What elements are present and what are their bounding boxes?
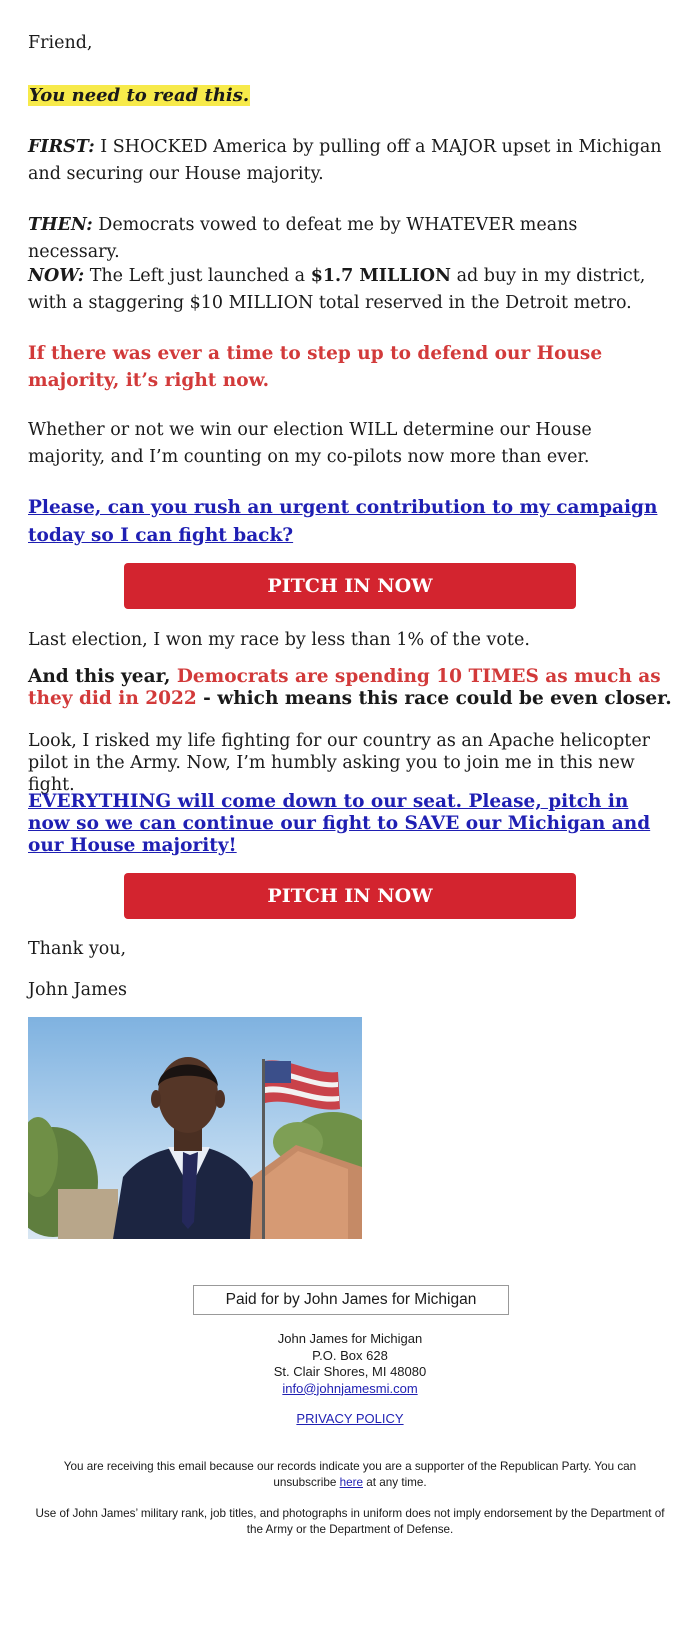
first-text: I SHOCKED America by pulling off a MAJOR upset in Michigan and securing our House majority.	[28, 137, 662, 184]
candidate-photo	[28, 1017, 362, 1239]
first-paragraph	[28, 134, 668, 188]
everything-link-line	[28, 791, 658, 857]
this-year-a: And this year,	[28, 666, 177, 687]
footer-address	[0, 1331, 700, 1397]
pitch-in-button-2[interactable]: PITCH IN NOW	[124, 873, 576, 919]
unsubscribe-link[interactable]: here	[339, 1475, 363, 1489]
footer-receiving	[60, 1459, 640, 1490]
then-label: THEN:	[28, 215, 93, 235]
receiving-text-a: You are receiving this email because our records indicate you are a supporter of the Republican Party. You can unsubscribe	[63, 1460, 637, 1489]
footer-org: John James for Michigan	[277, 1331, 423, 1346]
footer-privacy	[0, 1411, 700, 1428]
thanks: Thank you,	[28, 939, 127, 959]
then-paragraph	[28, 212, 672, 266]
highlight-text: You need to read this.	[29, 85, 250, 106]
this-year-red: Democrats are spending 10 TIMES as much as they did in 2022	[28, 666, 661, 709]
greeting: Friend,	[28, 33, 93, 53]
now-text-b: ad buy in my district, with a staggering $10 MILLION total reserved in the Detroit metro.	[28, 266, 646, 313]
contribution-link[interactable]: Please, can you rush an urgent contribution to my campaign today so I can fight back?	[28, 497, 658, 546]
now-label: NOW:	[28, 266, 85, 286]
then-text: Democrats vowed to defeat me by WHATEVER means necessary.	[28, 215, 578, 262]
last-election: Last election, I won my race by less than 1% of the vote.	[28, 630, 530, 650]
candidate-photo-image	[28, 1017, 362, 1239]
red-callout: If there was ever a time to step up to defend our House majority, it’s right now.	[28, 343, 603, 391]
look-paragraph: Look, I risked my life fighting for our country as an Apache helicopter pilot in the Army. Now, I’m humbly asking you to join me in this new fight.	[28, 731, 651, 795]
everything-link[interactable]: EVERYTHING will come down to our seat. Please, pitch in now so we can continue our fight to SAVE our Michigan and our House majority!	[28, 791, 651, 856]
now-text-a: The Left just launched a	[84, 266, 311, 286]
first-label: FIRST:	[28, 137, 95, 157]
footer-email-link[interactable]: info@johnjamesmi.com	[282, 1380, 418, 1396]
paid-for-box: Paid for by John James for Michigan	[193, 1285, 509, 1315]
pitch-in-button-1[interactable]: PITCH IN NOW	[124, 563, 576, 609]
this-year-paragraph	[28, 666, 672, 710]
footer-po-box: P.O. Box 628	[312, 1347, 388, 1363]
highlight-line	[28, 82, 250, 109]
now-amount: $1.7 MILLION	[310, 266, 451, 286]
footer-city: St. Clair Shores, MI 48080	[273, 1364, 427, 1379]
contribution-link-line	[28, 494, 672, 550]
whether-paragraph: Whether or not we win our election WILL determine our House majority, and I’m counting on my co-pilots now more than ever.	[28, 420, 592, 467]
this-year-b: - which means this race could be even closer.	[196, 688, 672, 709]
privacy-policy-link[interactable]: PRIVACY POLICY	[296, 1411, 404, 1426]
signature: John James	[28, 980, 128, 1000]
footer-disclaimer: Use of John James’ military rank, job titles, and photographs in uniform does not imply endorsement by the Department of the Army or the Department of Defense.	[35, 1507, 665, 1536]
now-paragraph	[28, 263, 668, 317]
receiving-text-b: at any time.	[363, 1475, 427, 1489]
